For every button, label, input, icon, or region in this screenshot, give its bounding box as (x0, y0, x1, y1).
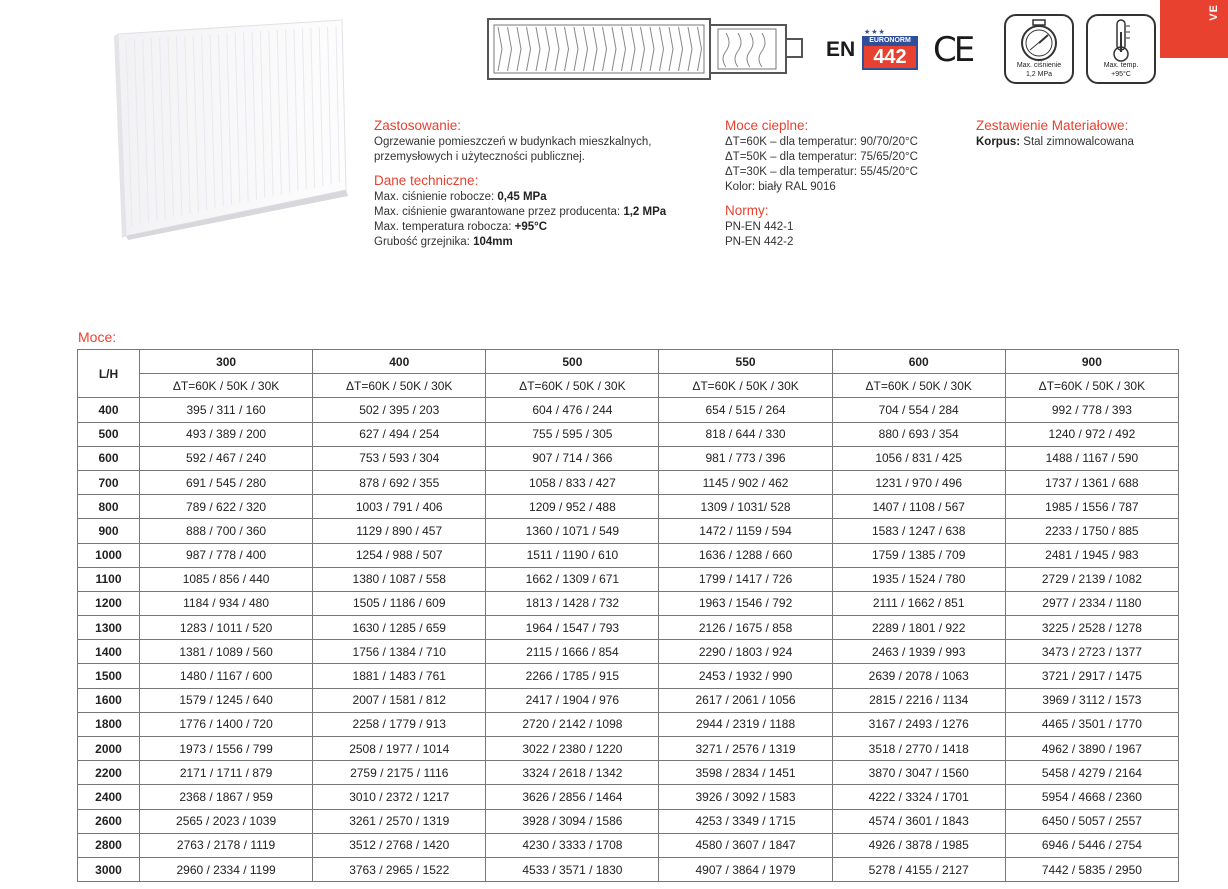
row-length-cell: 700 (78, 470, 140, 494)
power-table (77, 349, 1179, 882)
power-cell: 3225 / 2528 / 1278 (1005, 616, 1178, 640)
row-length-cell: 2000 (78, 737, 140, 761)
power-cell: 3473 / 2723 / 1377 (1005, 640, 1178, 664)
height-header: 550 (659, 350, 832, 374)
power-cell: 2763 / 2178 / 1119 (140, 833, 313, 857)
power-cell: 1056 / 831 / 425 (832, 446, 1005, 470)
height-header: 300 (140, 350, 313, 374)
power-cell: 592 / 467 / 240 (140, 446, 313, 470)
info-column-material (976, 118, 1176, 150)
power-cell: 2171 / 1711 / 879 (140, 761, 313, 785)
power-cell: 2453 / 1932 / 990 (659, 664, 832, 688)
power-cell: 3928 / 3094 / 1586 (486, 809, 659, 833)
dane-line-3: Max. temperatura robocza: +95°C (374, 221, 548, 233)
row-length-cell: 1400 (78, 640, 140, 664)
power-cell: 704 / 554 / 284 (832, 398, 1005, 422)
power-cell: 4962 / 3890 / 1967 (1005, 737, 1178, 761)
temp-caption-1: Max. temp. (1103, 62, 1139, 69)
power-cell: 1985 / 1556 / 787 (1005, 495, 1178, 519)
power-cell: 2944 / 2319 / 1188 (659, 712, 832, 736)
power-cell: 753 / 593 / 304 (313, 446, 486, 470)
moce-cieplne-line-1: ΔT=60K – dla temperatur: 90/70/20°C (725, 136, 918, 148)
power-cell: 627 / 494 / 254 (313, 422, 486, 446)
row-length-cell: 2800 (78, 833, 140, 857)
table-row (78, 809, 1179, 833)
dane-line-1: Max. ciśnienie robocze: 0,45 MPa (374, 191, 547, 203)
power-cell: 1145 / 902 / 462 (659, 470, 832, 494)
row-length-cell: 1500 (78, 664, 140, 688)
power-cell: 1360 / 1071 / 549 (486, 519, 659, 543)
moce-cieplne-line-2: ΔT=50K – dla temperatur: 75/65/20°C (725, 151, 918, 163)
power-cell: 6450 / 5057 / 2557 (1005, 809, 1178, 833)
power-cell: 1240 / 972 / 492 (1005, 422, 1178, 446)
power-cell: 2960 / 2334 / 1199 (140, 857, 313, 881)
power-cell: 1381 / 1089 / 560 (140, 640, 313, 664)
normy-line-1: PN-EN 442-1 (725, 221, 794, 233)
row-length-cell: 1200 (78, 591, 140, 615)
table-row (78, 761, 1179, 785)
table-row (78, 495, 1179, 519)
power-cell: 1935 / 1524 / 780 (832, 567, 1005, 591)
power-cell: 1184 / 934 / 480 (140, 591, 313, 615)
power-cell: 6946 / 5446 / 2754 (1005, 833, 1178, 857)
power-cell: 992 / 778 / 393 (1005, 398, 1178, 422)
power-cell: 5458 / 4279 / 2164 (1005, 761, 1178, 785)
row-length-cell: 2400 (78, 785, 140, 809)
delta-header: ΔT=60K / 50K / 30K (659, 374, 832, 398)
power-cell: 3870 / 3047 / 1560 (832, 761, 1005, 785)
power-cell: 4253 / 3349 / 1715 (659, 809, 832, 833)
power-cell: 1129 / 890 / 457 (313, 519, 486, 543)
power-cell: 2759 / 2175 / 1116 (313, 761, 486, 785)
table-row (78, 785, 1179, 809)
power-cell: 2617 / 2061 / 1056 (659, 688, 832, 712)
power-cell: 1759 / 1385 / 709 (832, 543, 1005, 567)
power-cell: 818 / 644 / 330 (659, 422, 832, 446)
row-length-cell: 2600 (78, 809, 140, 833)
power-cell: 3010 / 2372 / 1217 (313, 785, 486, 809)
power-cell: 4926 / 3878 / 1985 (832, 833, 1005, 857)
gauge-icon (1006, 16, 1072, 66)
dane-title: Dane techniczne: (374, 173, 479, 188)
power-cell: 2289 / 1801 / 922 (832, 616, 1005, 640)
table-row (78, 664, 1179, 688)
power-cell: 2007 / 1581 / 812 (313, 688, 486, 712)
height-header: 900 (1005, 350, 1178, 374)
power-cell: 2977 / 2334 / 1180 (1005, 591, 1178, 615)
en442-badge (826, 30, 920, 72)
height-header: 500 (486, 350, 659, 374)
table-row (78, 712, 1179, 736)
power-cell: 3969 / 3112 / 1573 (1005, 688, 1178, 712)
power-cell: 2126 / 1675 / 858 (659, 616, 832, 640)
power-cell: 981 / 773 / 396 (659, 446, 832, 470)
corner-tab-text: VE (1208, 4, 1220, 21)
delta-header: ΔT=60K / 50K / 30K (486, 374, 659, 398)
table-row (78, 519, 1179, 543)
euronorm-label: EURONORM (869, 37, 911, 44)
power-cell: 1662 / 1309 / 671 (486, 567, 659, 591)
height-header: 400 (313, 350, 486, 374)
zastosowanie-text-2: przemysłowych i użyteczności publicznej. (374, 151, 585, 163)
euronorm-box (862, 36, 918, 70)
power-cell: 3271 / 2576 / 1319 (659, 737, 832, 761)
power-cell: 3926 / 3092 / 1583 (659, 785, 832, 809)
row-length-cell: 1600 (78, 688, 140, 712)
row-length-cell: 1800 (78, 712, 140, 736)
power-cell: 1737 / 1361 / 688 (1005, 470, 1178, 494)
dane-line-4: Grubość grzejnika: 104mm (374, 236, 513, 248)
power-cell: 2565 / 2023 / 1039 (140, 809, 313, 833)
power-cell: 395 / 311 / 160 (140, 398, 313, 422)
row-length-cell: 1100 (78, 567, 140, 591)
power-cell: 1511 / 1190 / 610 (486, 543, 659, 567)
max-pressure-box (1004, 14, 1074, 84)
info-column-power (725, 118, 965, 250)
table-row (78, 688, 1179, 712)
power-cell: 654 / 515 / 264 (659, 398, 832, 422)
power-cell: 1636 / 1288 / 660 (659, 543, 832, 567)
thermometer-icon (1088, 16, 1154, 66)
power-cell: 1231 / 970 / 496 (832, 470, 1005, 494)
power-cell: 1630 / 1285 / 659 (313, 616, 486, 640)
max-temp-box (1086, 14, 1156, 84)
power-cell: 1813 / 1428 / 732 (486, 591, 659, 615)
row-length-cell: 2200 (78, 761, 140, 785)
power-cell: 1964 / 1547 / 793 (486, 616, 659, 640)
power-cell: 3324 / 2618 / 1342 (486, 761, 659, 785)
power-cell: 4465 / 3501 / 1770 (1005, 712, 1178, 736)
power-cell: 2115 / 1666 / 854 (486, 640, 659, 664)
power-cell: 5954 / 4668 / 2360 (1005, 785, 1178, 809)
delta-header: ΔT=60K / 50K / 30K (832, 374, 1005, 398)
power-cell: 4574 / 3601 / 1843 (832, 809, 1005, 833)
power-cell: 2481 / 1945 / 983 (1005, 543, 1178, 567)
delta-header: ΔT=60K / 50K / 30K (313, 374, 486, 398)
power-cell: 3763 / 2965 / 1522 (313, 857, 486, 881)
power-cell: 888 / 700 / 360 (140, 519, 313, 543)
power-cell: 1283 / 1011 / 520 (140, 616, 313, 640)
power-cell: 2720 / 2142 / 1098 (486, 712, 659, 736)
moce-table-title: Moce: (78, 329, 117, 345)
delta-header: ΔT=60K / 50K / 30K (1005, 374, 1178, 398)
power-cell: 3167 / 2493 / 1276 (832, 712, 1005, 736)
power-cell: 2368 / 1867 / 959 (140, 785, 313, 809)
temp-caption-2: +95°C (1111, 71, 1131, 78)
power-cell: 2111 / 1662 / 851 (832, 591, 1005, 615)
row-length-cell: 800 (78, 495, 140, 519)
power-cell: 1583 / 1247 / 638 (832, 519, 1005, 543)
table-row (78, 640, 1179, 664)
en-label: EN (826, 38, 856, 61)
power-cell: 755 / 595 / 305 (486, 422, 659, 446)
power-cell: 1488 / 1167 / 590 (1005, 446, 1178, 470)
power-cell: 2463 / 1939 / 993 (832, 640, 1005, 664)
power-cell: 880 / 693 / 354 (832, 422, 1005, 446)
radiator-image (112, 18, 352, 240)
power-cell: 691 / 545 / 280 (140, 470, 313, 494)
row-length-cell: 1000 (78, 543, 140, 567)
power-cell: 3721 / 2917 / 1475 (1005, 664, 1178, 688)
power-cell: 1254 / 988 / 507 (313, 543, 486, 567)
row-length-cell: 1300 (78, 616, 140, 640)
power-cell: 878 / 692 / 355 (313, 470, 486, 494)
power-cell: 3626 / 2856 / 1464 (486, 785, 659, 809)
power-cell: 1480 / 1167 / 600 (140, 664, 313, 688)
power-cell: 3022 / 2380 / 1220 (486, 737, 659, 761)
power-cell: 2233 / 1750 / 885 (1005, 519, 1178, 543)
row-length-cell: 900 (78, 519, 140, 543)
material-title: Zestawienie Materiałowe: (976, 118, 1129, 133)
table-row (78, 833, 1179, 857)
euronorm-number: 442 (864, 46, 916, 68)
power-cell: 2290 / 1803 / 924 (659, 640, 832, 664)
power-cell: 502 / 395 / 203 (313, 398, 486, 422)
power-cell: 1407 / 1108 / 567 (832, 495, 1005, 519)
table-row (78, 398, 1179, 422)
row-length-cell: 500 (78, 422, 140, 446)
ce-mark-icon: CE (933, 30, 973, 70)
power-cell: 3512 / 2768 / 1420 (313, 833, 486, 857)
power-cell: 2508 / 1977 / 1014 (313, 737, 486, 761)
table-header-delta (78, 374, 1179, 398)
power-cell: 1309 / 1031/ 528 (659, 495, 832, 519)
table-row (78, 470, 1179, 494)
table-row (78, 422, 1179, 446)
table-row (78, 591, 1179, 615)
power-cell: 1380 / 1087 / 558 (313, 567, 486, 591)
power-cell: 987 / 778 / 400 (140, 543, 313, 567)
power-cell: 1579 / 1245 / 640 (140, 688, 313, 712)
table-row (78, 737, 1179, 761)
corner-header: L/H (78, 350, 140, 398)
kolor-line: Kolor: biały RAL 9016 (725, 181, 836, 193)
table-header-heights (78, 350, 1179, 374)
power-cell: 3598 / 2834 / 1451 (659, 761, 832, 785)
power-cell: 1776 / 1400 / 720 (140, 712, 313, 736)
normy-title: Normy: (725, 203, 769, 218)
power-cell: 2417 / 1904 / 976 (486, 688, 659, 712)
table-row (78, 567, 1179, 591)
power-cell: 1756 / 1384 / 710 (313, 640, 486, 664)
power-cell: 4907 / 3864 / 1979 (659, 857, 832, 881)
power-cell: 1003 / 791 / 406 (313, 495, 486, 519)
row-length-cell: 3000 (78, 857, 140, 881)
power-cell: 4580 / 3607 / 1847 (659, 833, 832, 857)
power-cell: 1058 / 833 / 427 (486, 470, 659, 494)
power-cell: 2815 / 2216 / 1134 (832, 688, 1005, 712)
table-row (78, 857, 1179, 881)
dane-line-2: Max. ciśnienie gwarantowane przez producenta: 1,2 MPa (374, 206, 667, 218)
normy-line-2: PN-EN 442-2 (725, 236, 794, 248)
table-row (78, 446, 1179, 470)
power-cell: 1085 / 856 / 440 (140, 567, 313, 591)
power-cell: 2266 / 1785 / 915 (486, 664, 659, 688)
power-cell: 4533 / 3571 / 1830 (486, 857, 659, 881)
corner-tab (1160, 0, 1228, 58)
zastosowanie-text-1: Ogrzewanie pomieszczeń w budynkach mieszkalnych, (374, 136, 652, 148)
power-cell: 4230 / 3333 / 1708 (486, 833, 659, 857)
power-cell: 2729 / 2139 / 1082 (1005, 567, 1178, 591)
info-column-application (374, 118, 724, 250)
power-cell: 3261 / 2570 / 1319 (313, 809, 486, 833)
delta-header: ΔT=60K / 50K / 30K (140, 374, 313, 398)
power-cell: 1209 / 952 / 488 (486, 495, 659, 519)
power-cell: 1505 / 1186 / 609 (313, 591, 486, 615)
eu-stars-icon: ★★★ (864, 29, 886, 36)
power-cell: 604 / 476 / 244 (486, 398, 659, 422)
moce-cieplne-title: Moce cieplne: (725, 118, 809, 133)
power-cell: 7442 / 5835 / 2950 (1005, 857, 1178, 881)
moce-cieplne-line-3: ΔT=30K – dla temperatur: 55/45/20°C (725, 166, 918, 178)
power-cell: 4222 / 3324 / 1701 (832, 785, 1005, 809)
power-cell: 907 / 714 / 366 (486, 446, 659, 470)
power-cell: 3518 / 2770 / 1418 (832, 737, 1005, 761)
power-cell: 2258 / 1779 / 913 (313, 712, 486, 736)
power-cell: 5278 / 4155 / 2127 (832, 857, 1005, 881)
pressure-caption-1: Max. ciśnienie (1016, 62, 1062, 69)
radiator-section-diagram (486, 17, 806, 81)
row-length-cell: 600 (78, 446, 140, 470)
power-cell: 789 / 622 / 320 (140, 495, 313, 519)
power-cell: 1963 / 1546 / 792 (659, 591, 832, 615)
table-row (78, 616, 1179, 640)
power-cell: 2639 / 2078 / 1063 (832, 664, 1005, 688)
power-cell: 1881 / 1483 / 761 (313, 664, 486, 688)
power-cell: 493 / 389 / 200 (140, 422, 313, 446)
material-line: Korpus: Stal zimnowalcowana (976, 136, 1134, 148)
zastosowanie-title: Zastosowanie: (374, 118, 462, 133)
table-row (78, 543, 1179, 567)
height-header: 600 (832, 350, 1005, 374)
power-cell: 1799 / 1417 / 726 (659, 567, 832, 591)
pressure-caption-2: 1,2 MPa (1025, 71, 1053, 78)
row-length-cell: 400 (78, 398, 140, 422)
power-cell: 1472 / 1159 / 594 (659, 519, 832, 543)
power-cell: 1973 / 1556 / 799 (140, 737, 313, 761)
